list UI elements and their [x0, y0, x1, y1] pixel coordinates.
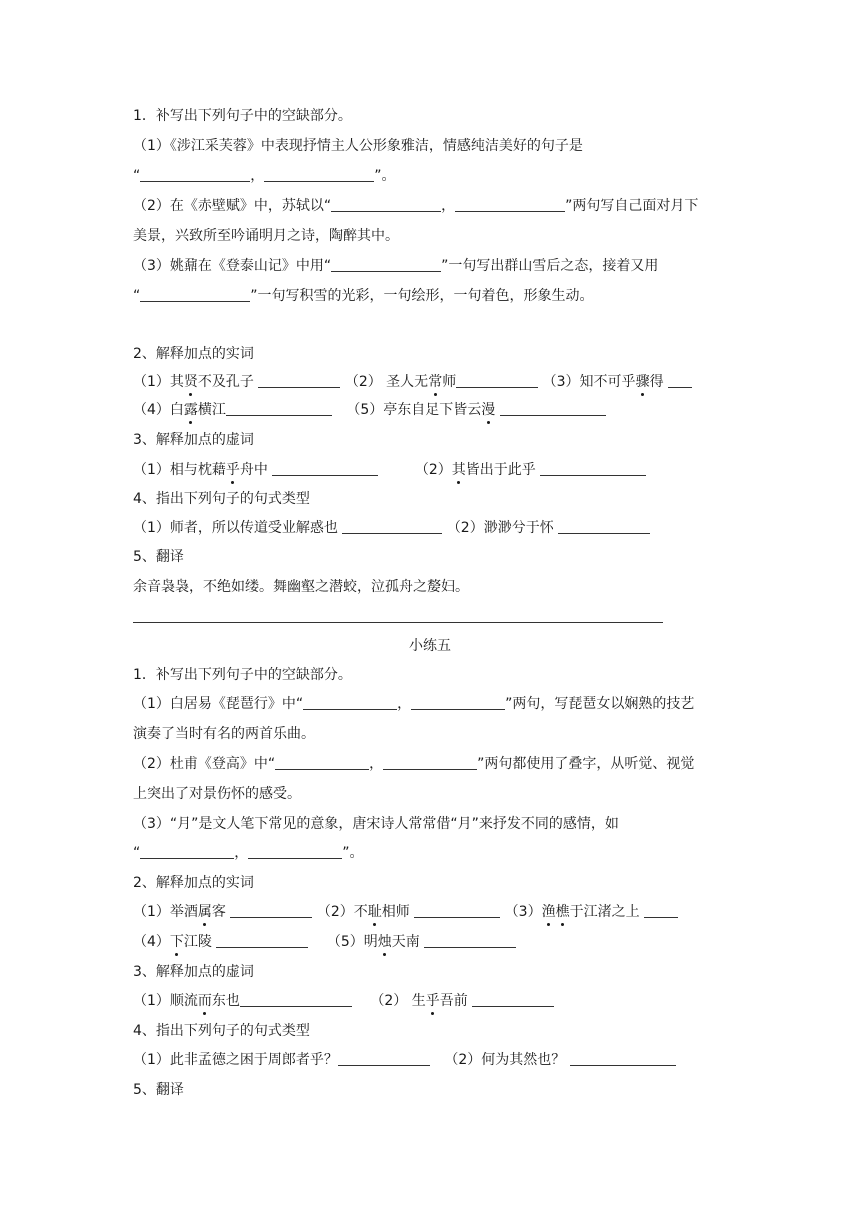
answer-blank[interactable]: [240, 992, 352, 1007]
dotted-char: 而: [197, 993, 212, 1009]
p5-q2-row1: （1）举酒属客 （2）不耻相师 （3）渔樵于江渚之上: [133, 902, 678, 922]
dotted-char: 属: [197, 904, 212, 920]
p5-q5-title: 5、翻译: [133, 1082, 184, 1098]
p5-q3-title: 3、解释加点的虚词: [133, 964, 254, 980]
answer-blank[interactable]: [226, 401, 332, 416]
dotted-char: 耻: [367, 904, 382, 920]
p5-q4-title: 4、指出下列句子的句式类型: [133, 1023, 310, 1039]
answer-blank[interactable]: [140, 844, 234, 859]
p5-q1-s1-line1: （1）白居易《琵琶行》中“ ， ”两句，写琵琶女以娴熟的技艺: [133, 696, 695, 712]
answer-blank[interactable]: [140, 287, 250, 302]
q1-s2-line1: （2）在《赤壁赋》中，苏轼以“ ， ”两句写自己面对月下: [133, 198, 699, 214]
answer-blank[interactable]: [258, 373, 340, 388]
answer-blank[interactable]: [264, 167, 374, 182]
p5-q2-title: 2、解释加点的实词: [133, 875, 254, 891]
answer-blank[interactable]: [331, 257, 441, 272]
q1-s1-line1: （1）《涉江采芙蓉》中表现抒情主人公形象雅洁，情感纯洁美好的句子是: [133, 138, 583, 154]
answer-line[interactable]: [133, 622, 663, 623]
p5-q2-row2: （4）下江陵 （5）明烛天南: [133, 932, 516, 952]
p5-q1-title: 1．补写出下列句子中的空缺部分。: [133, 667, 352, 683]
q5-title: 5、翻译: [133, 549, 184, 565]
q1-title: 1．补写出下列句子中的空缺部分。: [133, 108, 352, 124]
answer-blank[interactable]: [424, 933, 516, 948]
answer-blank[interactable]: [500, 401, 606, 416]
dotted-char: 漫: [481, 402, 496, 418]
section-heading: 小练五: [409, 638, 451, 654]
answer-blank[interactable]: [472, 992, 554, 1007]
answer-blank[interactable]: [248, 844, 342, 859]
q2-title: 2、解释加点的实词: [133, 346, 254, 362]
p5-q1-s3-line1: （3）“月”是文人笔下常见的意象，唐宋诗人常常借“月”来抒发不同的感情，如: [133, 816, 619, 832]
answer-blank[interactable]: [668, 373, 692, 388]
p5-q4-row: （1）此非孟德之困于周郎者乎？ （2）何为其然也？: [133, 1050, 676, 1070]
p5-q1-s2-line1: （2）杜甫《登高》中“ ， ”两句都使用了叠字，从听觉、视觉: [133, 756, 695, 772]
answer-blank[interactable]: [455, 197, 565, 212]
q1-s2-line2: 美景，兴致所至吟诵明月之诗，陶醉其中。: [133, 228, 399, 244]
p5-q1-s3-line2: “ ， ”。: [133, 845, 364, 861]
answer-blank[interactable]: [331, 197, 441, 212]
dotted-char: 下: [169, 934, 184, 950]
answer-blank[interactable]: [342, 519, 442, 534]
answer-blank[interactable]: [140, 167, 250, 182]
answer-blank[interactable]: [540, 461, 646, 476]
answer-blank[interactable]: [414, 903, 500, 918]
dotted-char: 渔: [541, 904, 556, 920]
answer-blank[interactable]: [644, 903, 678, 918]
q1-s3-line2: “ ”一句写积雪的光彩，一句绘形，一句着色，形象生动。: [133, 288, 594, 304]
q3-row: （1）相与枕藉乎舟中 （2）其皆出于此乎: [133, 460, 646, 480]
dotted-char: 烛: [377, 934, 392, 950]
answer-blank[interactable]: [275, 755, 369, 770]
q4-title: 4、指出下列句子的句式类型: [133, 491, 310, 507]
answer-blank[interactable]: [303, 695, 397, 710]
answer-blank[interactable]: [216, 933, 308, 948]
answer-blank[interactable]: [383, 755, 477, 770]
answer-blank[interactable]: [272, 461, 378, 476]
dotted-char: 骤: [635, 374, 650, 390]
dotted-char: 樵: [555, 904, 570, 920]
q3-title: 3、解释加点的虚词: [133, 432, 254, 448]
answer-blank[interactable]: [558, 519, 650, 534]
q2-row2: （4）白露横江 （5）亭东自足下皆云漫: [133, 400, 606, 420]
q2-row1: （1）其贤不及孔子 （2） 圣人无常师 （3）知不可乎骤得: [133, 372, 692, 392]
dotted-char: 常: [428, 374, 443, 390]
dotted-char: 乎: [225, 462, 240, 478]
dotted-char: 乎: [425, 993, 440, 1009]
p5-q1-s1-line2: 演奏了当时有名的两首乐曲。: [133, 726, 315, 742]
p5-q1-s2-line2: 上突出了对景伤怀的感受。: [133, 786, 301, 802]
answer-blank[interactable]: [411, 695, 505, 710]
answer-blank[interactable]: [456, 373, 538, 388]
q1-s1-line2: “ ， ”。: [133, 168, 396, 184]
q5-text: 余音袅袅，不绝如缕。舞幽壑之潜蛟，泣孤舟之嫠妇。: [133, 579, 469, 595]
answer-blank[interactable]: [230, 903, 312, 918]
answer-blank[interactable]: [570, 1051, 676, 1066]
dotted-char: 其: [451, 462, 466, 478]
answer-blank[interactable]: [338, 1051, 430, 1066]
dotted-char: 露: [183, 402, 198, 418]
q4-row: （1）师者，所以传道受业解惑也 （2）渺渺兮于怀: [133, 518, 650, 538]
q1-s3-line1: （3）姚鼐在《登泰山记》中用“ ”一句写出群山雪后之态，接着又用: [133, 258, 659, 274]
p5-q3-row: （1）顺流而东也 （2） 生乎吾前: [133, 991, 554, 1011]
dotted-char: 贤: [183, 374, 198, 390]
